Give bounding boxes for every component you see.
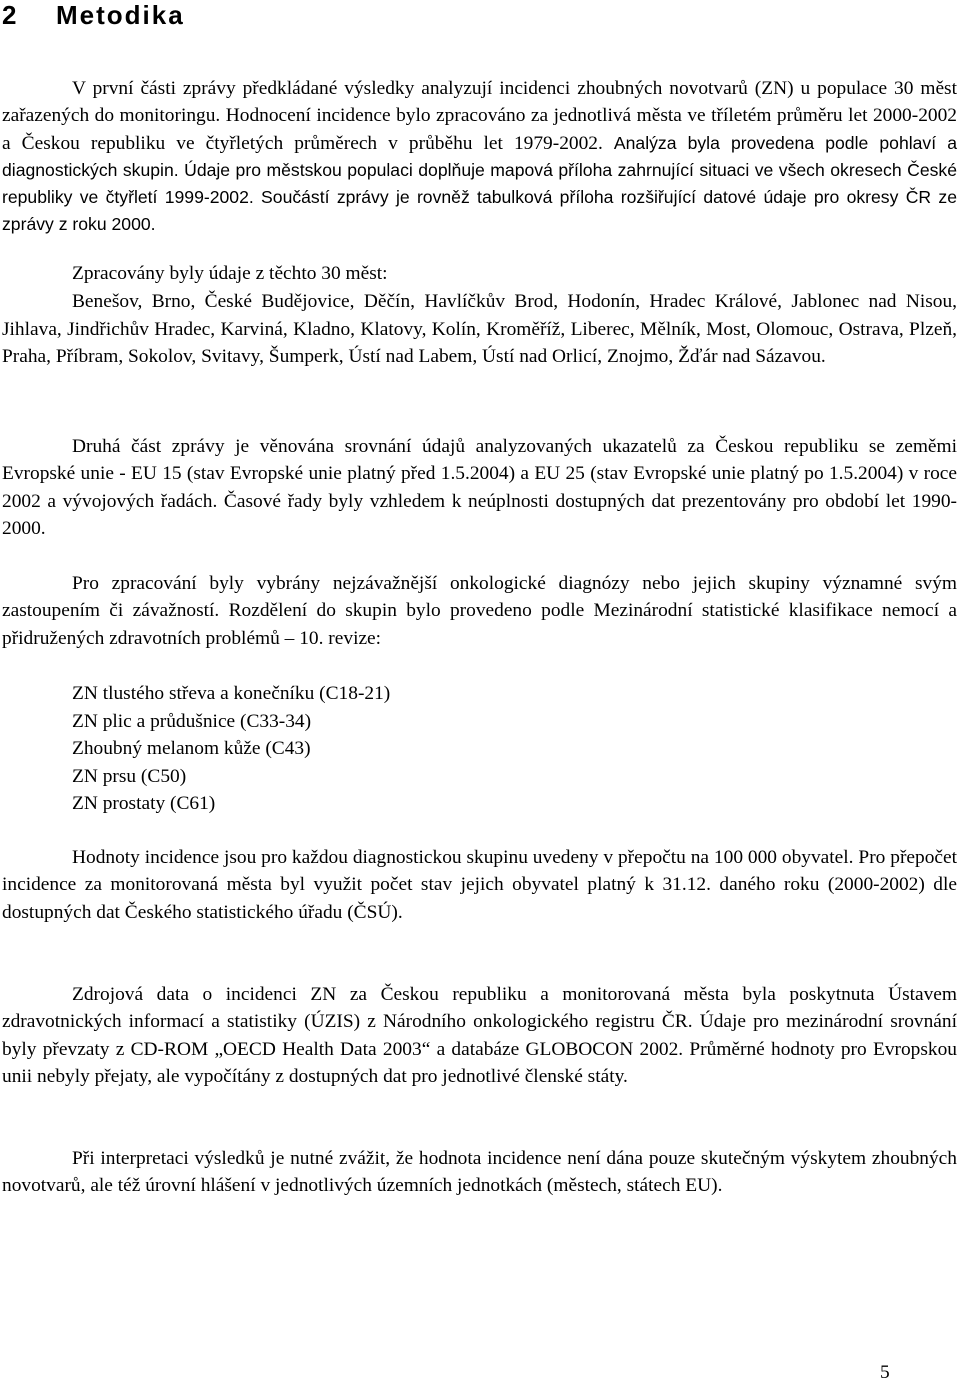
cities-intro: Zpracovány byly údaje z těchto 30 měst:	[72, 263, 388, 284]
list-item: ZN prostaty (C61)	[72, 793, 216, 814]
interpretation-paragraph: Při interpretaci výsledků je nutné zvážit, že hodnota incidence není dána pouze skutečným výskytem zhoubných novotvarů, ale též úrovní hlášení v jednotlivých územních jednotkách (městech, státech EU).	[2, 1148, 957, 1197]
list-item: ZN prsu (C50)	[72, 765, 187, 787]
diagnoses-list	[72, 680, 390, 818]
part-two-paragraph: Druhá část zprávy je věnována srovnání údajů analyzovaných ukazatelů za Českou republiku se zeměmi Evropské unie - EU 15 (stav Evropské unie platný před 1.5.2004) a EU 25 (stav Evropské unie platný po 1.5.2004) v roce 2002 a vývojových řadách. Časové řady byly vzhledem k neúplnosti dostupných dat prezentovány pro období let 1990-2000.	[2, 436, 957, 539]
processing-paragraph: Pro zpracování byly vybrány nejzávažnější onkologické diagnózy nebo jejich skupiny významné svým zastoupením či závažností. Rozdělení do skupin bylo provedeno podle Mezinárodní statistické klasifikace nemocí a přidružených zdravotních problémů – 10. revize:	[2, 573, 957, 649]
cities-list: Benešov, Brno, České Budějovice, Děčín, Havlíčkův Brod, Hodonín, Hradec Králové, Jablonec nad Nisou, Jihlava, Jindřichův Hradec, Karviná, Kladno, Klatovy, Kolín, Kroměříž, Liberec, Mělník, Most, Olomouc, Ostrava, Plzeň, Praha, Příbram, Sokolov, Svitavy, Šumperk, Ústí nad Labem, Ústí nad Orlicí, Znojmo, Žďár nad Sázavou.	[2, 291, 957, 368]
intro-paragraph	[2, 75, 957, 239]
list-item: ZN plic a průdušnice (C33-34)	[72, 710, 312, 732]
section-heading	[2, 0, 185, 30]
section-number: 2	[2, 0, 19, 30]
intro-part1: V první části zprávy předkládané výsledky analyzují incidenci zhoubných novotvarů (ZN) u populace 30 měst zařazených do monitoringu. Hodnocení incidence bylo zpracováno za jednotlivá města ve tříletém průměru let 2000-2002 a Českou republiku ve čtyřletých průměrech v průběhu let 1979-2002.	[2, 78, 957, 154]
page-number: 5	[880, 1362, 890, 1383]
sources-paragraph: Zdrojová data o incidenci ZN za Českou republiku a monitorovaná města byla poskytnuta Ústavem zdravotnických informací a statistiky (ÚZIS) z Národního onkologického registru ČR. Údaje pro mezinárodní srovnání byly převzaty z CD-ROM „OECD Health Data 2003“ a databáze GLOBOCON 2002. Průměrné hodnoty pro Evropskou unii nebyly přejaty, ale vypočítány z dostupných dat pro jednotlivé členské státy.	[2, 984, 957, 1087]
list-item: Zhoubný melanom kůže (C43)	[72, 738, 311, 759]
incidence-paragraph: Hodnoty incidence jsou pro každou diagnostickou skupinu uvedeny v přepočtu na 100 000 obyvatel. Pro přepočet incidence za monitorovaná města byl využit počet stav jejich obyvatel platný k 31.12. daného roku (2000-2002) dle dostupných dat Českého statistického úřadu (ČSÚ).	[2, 847, 957, 923]
section-title: Metodika	[56, 0, 185, 30]
list-item: ZN tlustého střeva a konečníku (C18-21)	[72, 683, 391, 704]
intro-part2: Analýza byla provedena podle pohlaví a diagnostických skupin. Údaje pro městskou populaci doplňuje mapová příloha zahrnující situaci ve všech okresech České republiky ve čtyřletí 1999-2002. Součástí zprávy je rovněž tabulková příloha rozšiřující datové údaje pro okresy ČR ze zprávy z roku 2000.	[2, 132, 957, 235]
